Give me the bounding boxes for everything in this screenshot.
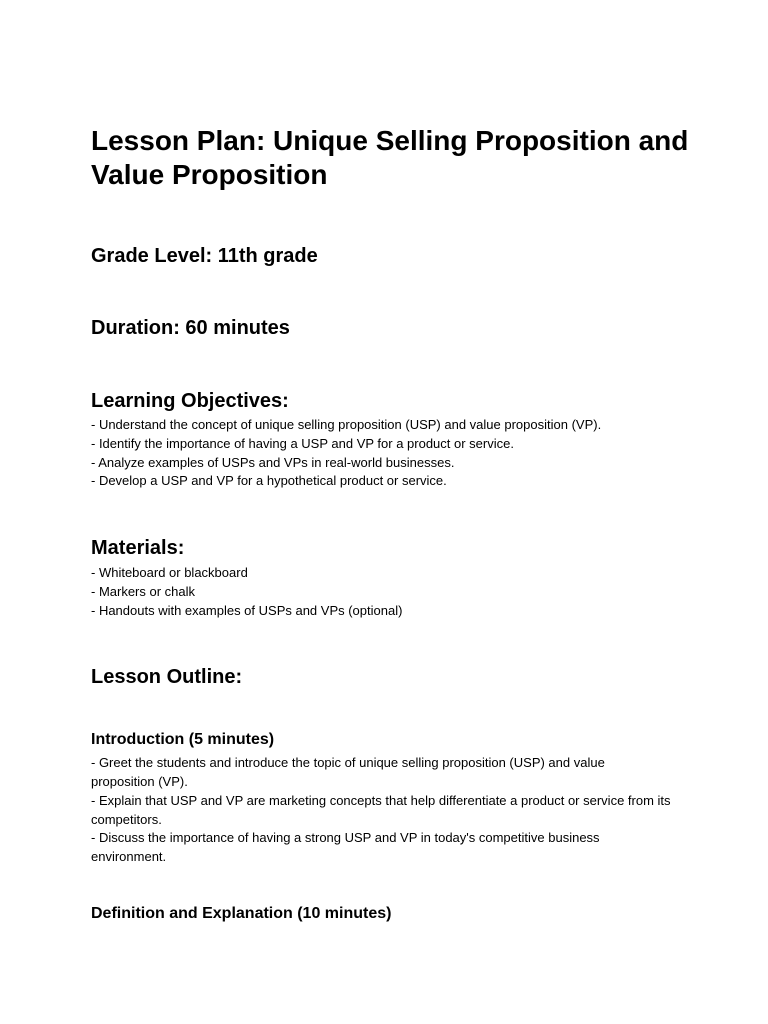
list-item: - Analyze examples of USPs and VPs in real-world businesses.: [91, 454, 455, 470]
duration-heading: Duration: 60 minutes: [91, 317, 290, 339]
list-item: - Develop a USP and VP for a hypothetical product or service.: [91, 473, 447, 489]
list-item: - Identify the importance of having a USP and VP for a product or service.: [91, 435, 514, 451]
list-item: - Handouts with examples of USPs and VPs (optional): [91, 602, 403, 618]
list-item: - Understand the concept of unique selling proposition (USP) and value proposition (VP).: [91, 417, 602, 432]
list-item: - Whiteboard or blackboard: [91, 565, 248, 580]
materials-list: [91, 564, 691, 620]
introduction-heading: Introduction (5 minutes): [91, 731, 275, 748]
list-item: - Discuss the importance of having a strong USP and VP in today's competitive business environment.: [91, 830, 600, 864]
definition-heading: Definition and Explanation (10 minutes): [91, 905, 392, 922]
lesson-outline-heading: Lesson Outline:: [91, 666, 243, 688]
list-item: - Greet the students and introduce the topic of unique selling proposition (USP) and value proposition (VP).: [91, 755, 605, 789]
learning-objectives-list: [91, 416, 691, 491]
list-item: - Markers or chalk: [91, 583, 196, 599]
grade-level-heading: Grade Level: 11th grade: [91, 245, 318, 267]
list-item: - Explain that USP and VP are marketing concepts that help differentiate a product or service from its competitors.: [91, 793, 671, 827]
materials-heading: Materials:: [91, 537, 185, 559]
page-title: Lesson Plan: Unique Selling Proposition and Value Proposition: [91, 125, 689, 190]
learning-objectives-heading: Learning Objectives:: [91, 390, 289, 412]
